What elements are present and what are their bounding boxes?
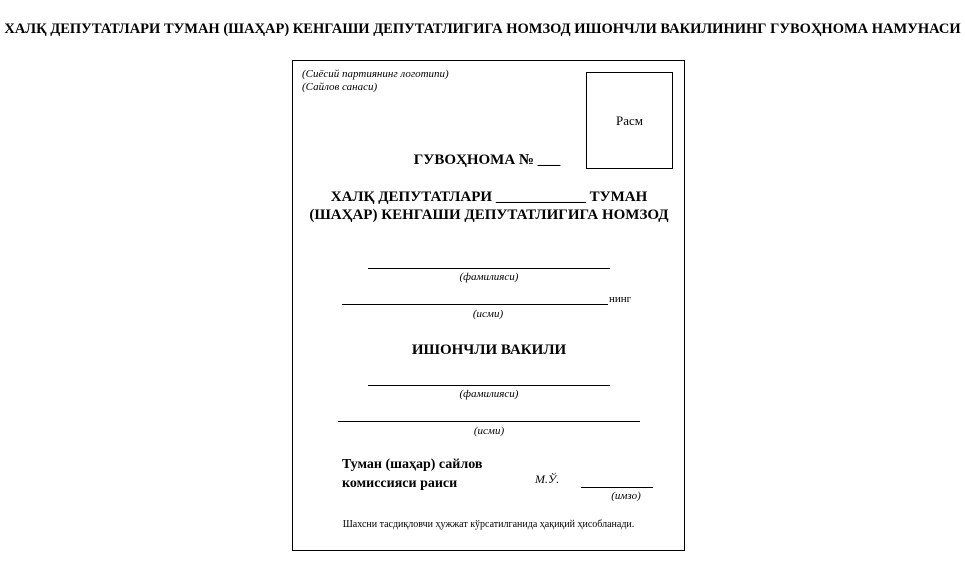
rep-name-line bbox=[338, 421, 640, 422]
surname-line bbox=[368, 268, 610, 269]
footer-note: Шахсни тасдиқловчи ҳужжат кўрсатилганида ҳақиқий ҳисобланади. bbox=[342, 519, 635, 530]
rep-name-caption: (исми) bbox=[473, 425, 505, 437]
signature-line bbox=[581, 487, 653, 488]
signature-caption: (имзо) bbox=[611, 490, 641, 502]
page-title: ХАЛҚ ДЕПУТАТЛАРИ ТУМАН (ШАҲАР) КЕНГАШИ ДЕПУТАТЛИГИГА НОМЗОД ИШОНЧЛИ ВАКИЛИНИНГ ГУВОҲНОМА НАМУНАСИ bbox=[4, 21, 961, 37]
party-logo-placeholder: (Сиёсий партиянинг логотипи) bbox=[302, 68, 449, 80]
name-line bbox=[342, 304, 608, 305]
name-suffix: нинг bbox=[609, 293, 632, 305]
election-date-placeholder: (Сайлов санаси) bbox=[302, 81, 378, 93]
rep-surname-line bbox=[368, 385, 610, 386]
chair-title-line-1: Туман (шаҳар) сайлов bbox=[342, 457, 483, 472]
seal-label: М.Ў. bbox=[535, 472, 560, 486]
rep-surname-caption: (фамилияси) bbox=[459, 388, 519, 400]
candidate-heading: ХАЛҚ ДЕПУТАТЛАРИ ____________ ТУМАН (ШАҲАР) КЕНГАШИ ДЕПУТАТЛИГИГА НОМЗОД bbox=[309, 189, 669, 223]
chair-title-line-2: комиссияси раиси bbox=[342, 476, 458, 491]
photo-label: Расм bbox=[616, 113, 643, 128]
surname-caption: (фамилияси) bbox=[459, 271, 519, 283]
trusted-rep-title: ИШОНЧЛИ ВАКИЛИ bbox=[411, 342, 567, 358]
certificate-number-title: ГУВОҲНОМА № ___ bbox=[413, 152, 561, 168]
name-caption: (исми) bbox=[472, 308, 504, 320]
